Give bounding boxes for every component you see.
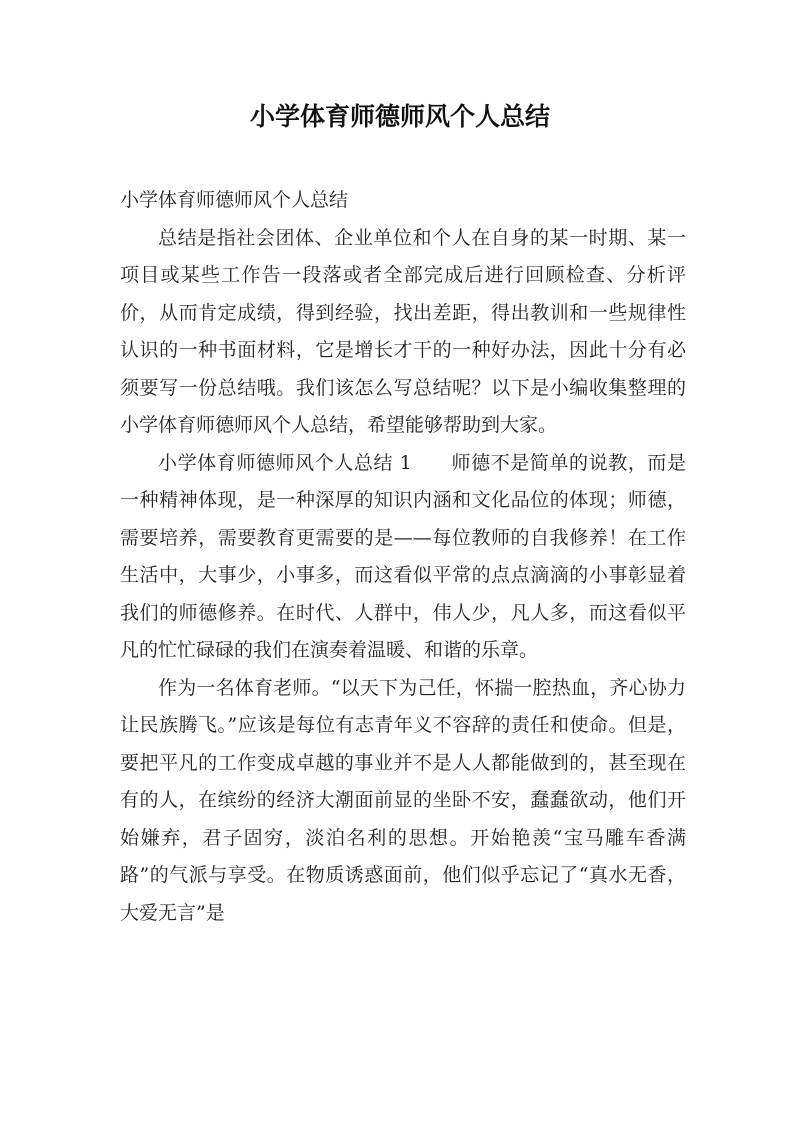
document-body	[120, 182, 686, 932]
document-subtitle: 小学体育师德师风个人总结	[120, 189, 349, 211]
paragraph-section-1: 小学体育师德师风个人总结 1 师德不是简单的说教，而是一种精神体现，是一种深厚的知识内涵和文化品位的体现；师德，需要培养，需要教育更需要的是——每位教师的自我修养！在工作生活中，大事少，小事多，而这看似平常的点点滴滴的小事彰显着我们的师德修养。在时代、人群中，伟人少，凡人多，而这看似平凡的忙忙碌碌的我们在演奏着温暖、和谐的乐章。	[120, 451, 686, 661]
document-title: 小学体育师德师风个人总结	[249, 102, 550, 131]
paragraph-section-2: 作为一名体育老师。“以天下为己任，怀揣一腔热血，齐心协力让民族腾飞。”应该是每位有志青年义不容辞的责任和使命。但是，要把平凡的工作变成卓越的事业并不是人人都能做到的，甚至现在有的人，在缤纷的经济大潮面前显的坐卧不安，蠢蠢欲动，他们开始嫌弃，君子固穷，淡泊名利的思想。开始艳羡“宝马雕车香满路”的气派与享受。在物质诱惑面前，他们似乎忘记了“真水无香，大爱无言”是	[120, 676, 686, 924]
paragraph-intro: 总结是指社会团体、企业单位和个人在自身的某一时期、某一项目或某些工作告一段落或者全部完成后进行回顾检查、分析评价，从而肯定成绩，得到经验，找出差距，得出教训和一些规律性认识的一种书面材料，它是增长才干的一种好办法，因此十分有必须要写一份总结哦。我们该怎么写总结呢？以下是小编收集整理的小学体育师德师风个人总结，希望能够帮助到大家。	[120, 226, 686, 436]
